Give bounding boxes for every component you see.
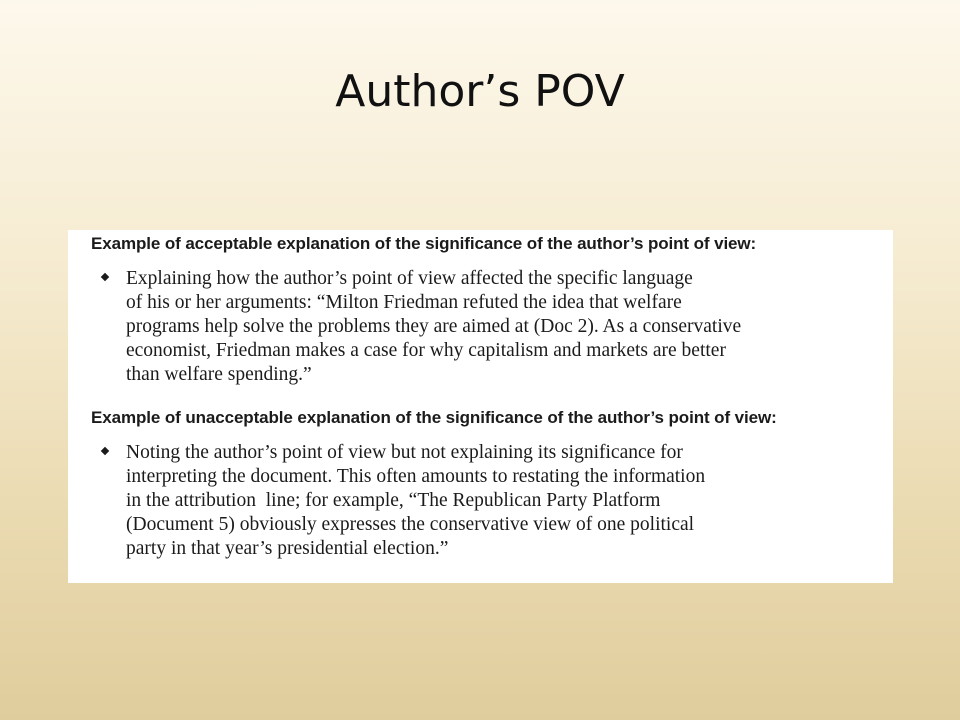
- text-line: interpreting the document. This often amounts to restating the information: [126, 466, 706, 487]
- text-line: programs help solve the problems they are aimed at (Doc 2). As a conservative: [126, 316, 742, 337]
- acceptable-example-text: [126, 267, 893, 387]
- unacceptable-example-bullet: [91, 441, 893, 561]
- text-line: Noting the author’s point of view but not explaining its significance for: [126, 442, 683, 463]
- text-line: economist, Friedman makes a case for why capitalism and markets are better: [126, 340, 726, 361]
- slide-title: Author’s POV: [335, 66, 625, 117]
- acceptable-example-heading: Example of acceptable explanation of the significance of the author’s point of view:: [91, 234, 757, 253]
- unacceptable-example-heading: Example of unacceptable explanation of the significance of the author’s point of view:: [91, 408, 777, 427]
- acceptable-example-bullet: [91, 267, 893, 387]
- text-line: in the attribution line; for example, “The Republican Party Platform: [126, 490, 661, 511]
- document-excerpt-panel: [68, 230, 893, 583]
- unacceptable-example-text: [126, 441, 893, 561]
- diamond-bullet-icon: [101, 447, 109, 455]
- acceptable-example-section: [91, 233, 893, 387]
- text-line: Explaining how the author’s point of view affected the specific language: [126, 268, 693, 289]
- diamond-bullet-icon: [101, 273, 109, 281]
- text-line: party in that year’s presidential election.”: [126, 538, 449, 559]
- unacceptable-example-section: [91, 407, 893, 561]
- text-line: (Document 5) obviously expresses the conservative view of one political: [126, 514, 695, 535]
- text-line: of his or her arguments: “Milton Friedman refuted the idea that welfare: [126, 292, 682, 313]
- text-line: than welfare spending.”: [126, 364, 312, 385]
